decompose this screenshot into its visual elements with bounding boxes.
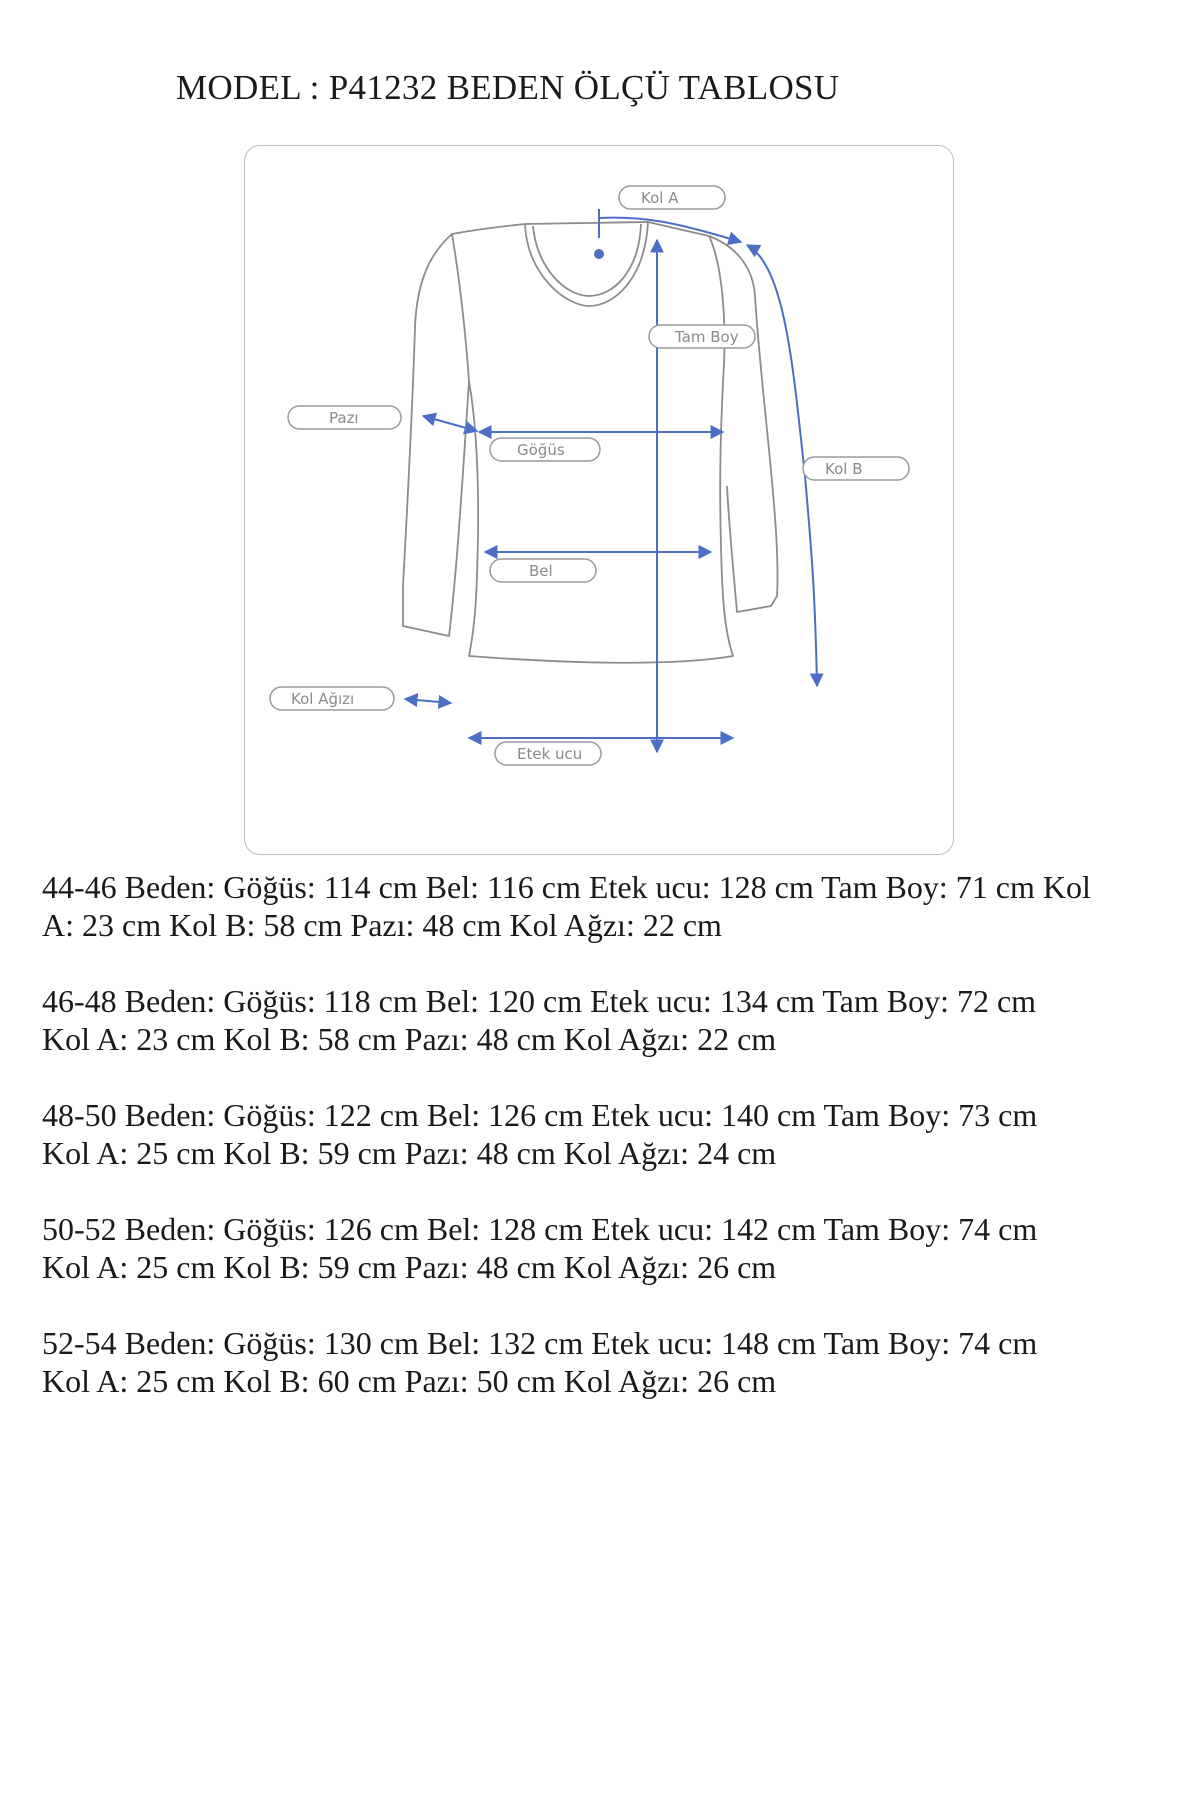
bel-label: Bel [529,562,553,580]
garment-svg [245,146,955,856]
gogus-label: Göğüs [517,441,565,459]
size-line: 44-46 Beden: Göğüs: 114 cm Bel: 116 cm Etek ucu: 128 cm Tam Boy: 71 cm Kol [42,869,1091,905]
tam-boy-label: Tam Boy [675,328,739,346]
size-line: 50-52 Beden: Göğüs: 126 cm Bel: 128 cm Etek ucu: 142 cm Tam Boy: 74 cm [42,1211,1038,1247]
page-title: MODEL : P41232 BEDEN ÖLÇÜ TABLOSU [176,68,840,107]
size-line: 46-48 Beden: Göğüs: 118 cm Bel: 120 cm Etek ucu: 134 cm Tam Boy: 72 cm [42,983,1037,1019]
kol-a-arrow [599,218,741,242]
garment-diagram [244,145,954,855]
size-line: 52-54 Beden: Göğüs: 130 cm Bel: 132 cm Etek ucu: 148 cm Tam Boy: 74 cm [42,1325,1038,1361]
size-entry-46-48 [42,982,1162,1058]
kol-a-dot [594,249,604,259]
size-line: 48-50 Beden: Göğüs: 122 cm Bel: 126 cm Etek ucu: 140 cm Tam Boy: 73 cm [42,1097,1038,1133]
label-texts [291,189,863,763]
size-entry-52-54 [42,1324,1162,1400]
size-list [42,868,1162,1438]
size-line: Kol A: 23 cm Kol B: 58 cm Pazı: 48 cm Kol Ağzı: 22 cm [42,1021,777,1057]
size-line: Kol A: 25 cm Kol B: 60 cm Pazı: 50 cm Kol Ağzı: 26 cm [42,1363,777,1399]
kol-agzi-label: Kol Ağızı [291,690,355,708]
size-line: Kol A: 25 cm Kol B: 59 cm Pazı: 48 cm Kol Ağzı: 26 cm [42,1249,777,1285]
kol-a-label: Kol A [641,189,679,207]
label-pills [270,186,909,765]
etek-ucu-label: Etek ucu [517,745,583,763]
size-entry-44-46 [42,868,1162,944]
size-line: Kol A: 25 cm Kol B: 59 cm Pazı: 48 cm Kol Ağzı: 24 cm [42,1135,777,1171]
kol-agzi-arrow [405,699,451,703]
size-entry-48-50 [42,1096,1162,1172]
size-line: A: 23 cm Kol B: 58 cm Pazı: 48 cm Kol Ağzı: 22 cm [42,907,722,943]
pazi-arrow [423,416,477,431]
pazi-label: Pazı [329,409,359,427]
kol-b-label: Kol B [825,460,863,478]
size-entry-50-52 [42,1210,1162,1286]
